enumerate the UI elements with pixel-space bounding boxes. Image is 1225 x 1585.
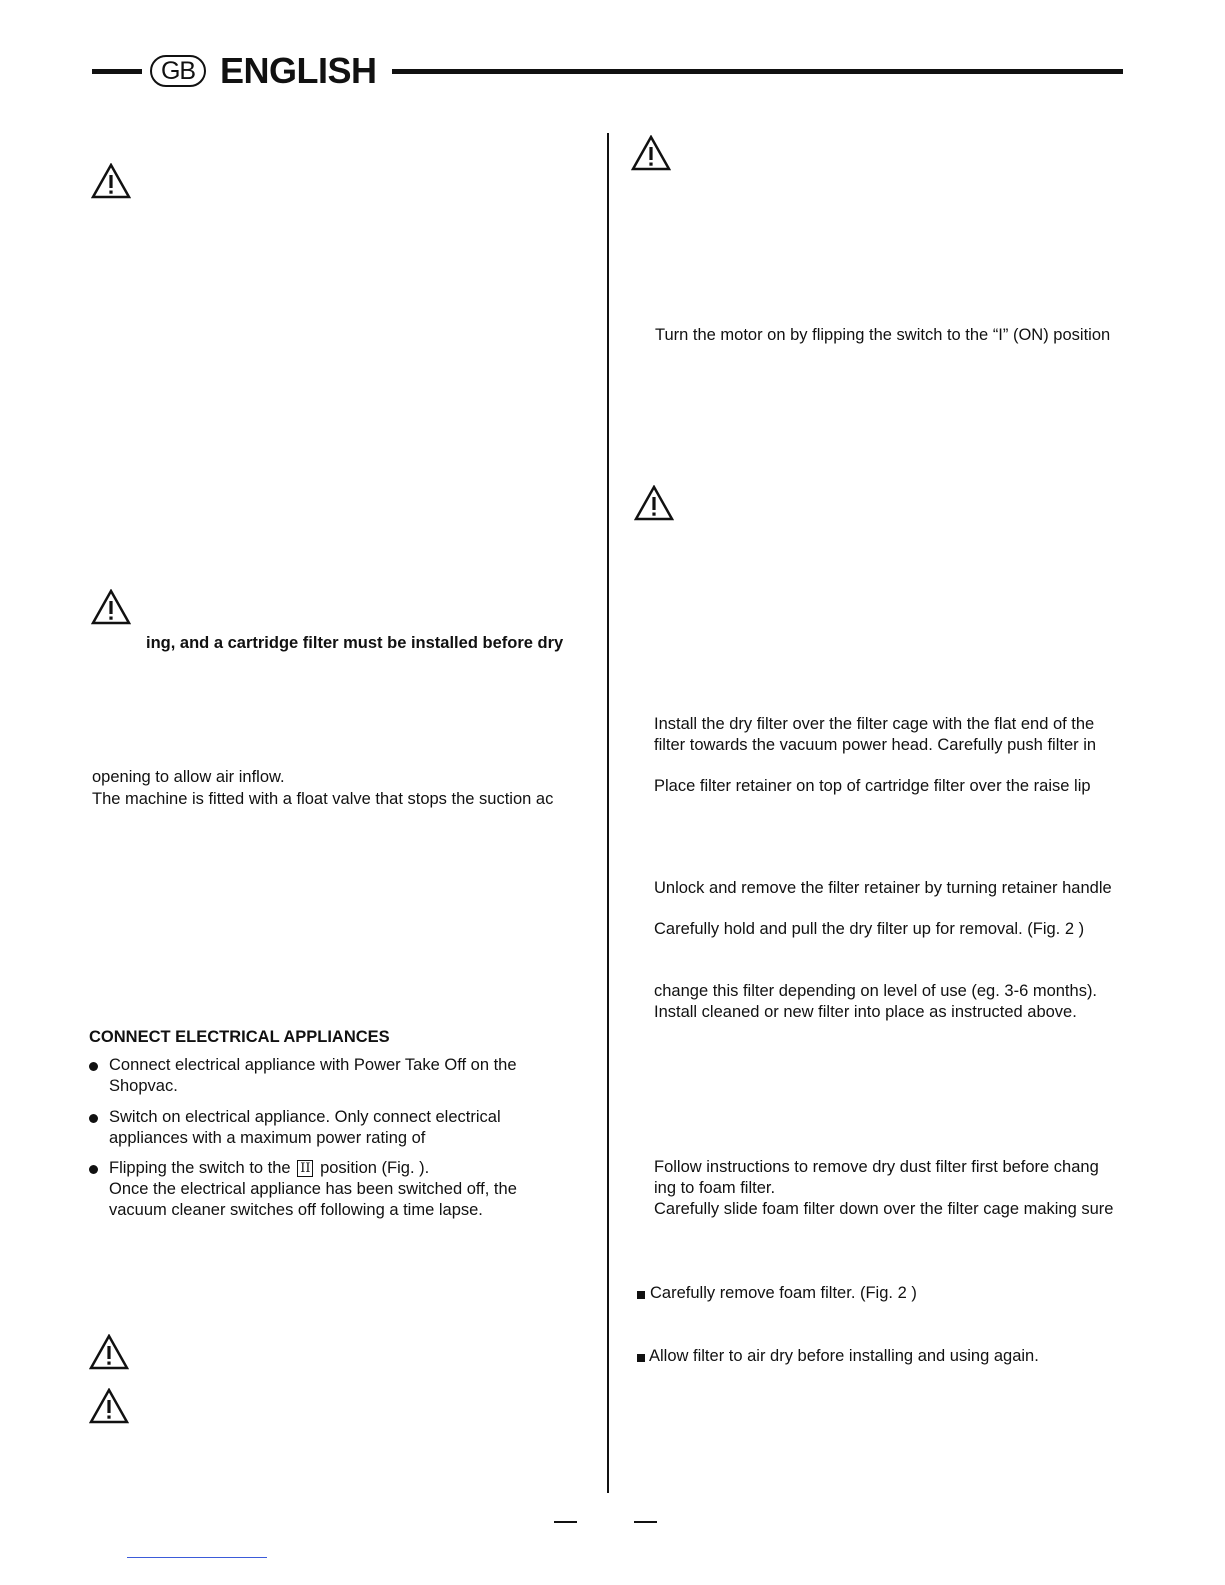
- warning-triangle-icon: [91, 589, 131, 625]
- switch-position-icon: II: [297, 1160, 313, 1177]
- square-bullet-icon: [637, 1354, 645, 1362]
- warning-triangle-icon: [89, 1388, 129, 1424]
- air-dry-text: Allow filter to air dry before installing and using again.: [649, 1347, 1039, 1365]
- air-inflow-text: opening to allow air inflow.: [92, 768, 285, 786]
- list-item: Connect electrical appliance with Power Take Off on the: [109, 1056, 517, 1074]
- remove-dry-filter-text: Carefully hold and pull the dry filter up for removal. (Fig. 2 ): [654, 920, 1085, 938]
- place-retainer-text: Place filter retainer on top of cartridge filter over the raise lip: [654, 777, 1091, 795]
- float-valve-text: The machine is fitted with a float valve that stops the suction ac: [92, 790, 554, 808]
- header-rule-left: [92, 69, 142, 74]
- language-code: GB: [160, 57, 196, 85]
- page-number-dash-left: [554, 1521, 577, 1523]
- follow-instructions-text: Follow instructions to remove dry dust filter first before chang: [654, 1158, 1099, 1176]
- slide-foam-text: Carefully slide foam filter down over the filter cage making sure: [654, 1200, 1114, 1218]
- list-item-cont: Shopvac.: [109, 1077, 178, 1095]
- list-item-cont: appliances with a maximum power rating of: [109, 1129, 426, 1147]
- motor-on-text: Turn the motor on by flipping the switch to the “I” (ON) position: [655, 326, 1111, 344]
- warning-triangle-icon: [634, 485, 674, 521]
- follow-instructions-text-2: ing to foam filter.: [654, 1179, 776, 1197]
- column-divider: [607, 133, 609, 1493]
- change-filter-text: change this filter depending on level of use (eg. 3-6 months).: [654, 982, 1098, 1000]
- bullet-dot-icon: [89, 1114, 98, 1123]
- remove-foam-text: Carefully remove foam filter. (Fig. 2 ): [650, 1284, 917, 1302]
- footer-link-underline: [127, 1557, 267, 1558]
- switch-text: Flipping the switch to the: [109, 1159, 291, 1177]
- list-item-cont: Once the electrical appliance has been switched off, the: [109, 1180, 517, 1198]
- list-item: Switch on electrical appliance. Only connect electrical: [109, 1108, 501, 1126]
- language-badge: [150, 55, 206, 87]
- unlock-retainer-text: Unlock and remove the filter retainer by turning retainer handle: [654, 879, 1112, 897]
- warning-triangle-icon: [631, 135, 671, 171]
- list-item-cont: vacuum cleaner switches off following a time lapse.: [109, 1201, 483, 1219]
- warning-triangle-icon: [91, 163, 131, 199]
- page-title: ENGLISH: [220, 50, 377, 91]
- dry-use-warning-text: ing, and a cartridge filter must be installed before dry: [146, 634, 564, 652]
- square-bullet-icon: [637, 1291, 645, 1299]
- install-dry-filter-text: Install the dry filter over the filter cage with the flat end of the: [654, 715, 1095, 733]
- warning-triangle-icon: [89, 1334, 129, 1370]
- header-rule-right: [392, 69, 1123, 74]
- page-number-dash-right: [634, 1521, 657, 1523]
- install-cleaned-text: Install cleaned or new filter into place as instructed above.: [654, 1003, 1077, 1021]
- section-heading: CONNECT ELECTRICAL APPLIANCES: [89, 1028, 390, 1046]
- list-item: [109, 1158, 429, 1179]
- switch-text-post: position (Fig. ).: [320, 1159, 430, 1177]
- bullet-dot-icon: [89, 1062, 98, 1071]
- bullet-dot-icon: [89, 1165, 98, 1174]
- install-dry-filter-text-2: filter towards the vacuum power head. Carefully push filter in: [654, 736, 1097, 754]
